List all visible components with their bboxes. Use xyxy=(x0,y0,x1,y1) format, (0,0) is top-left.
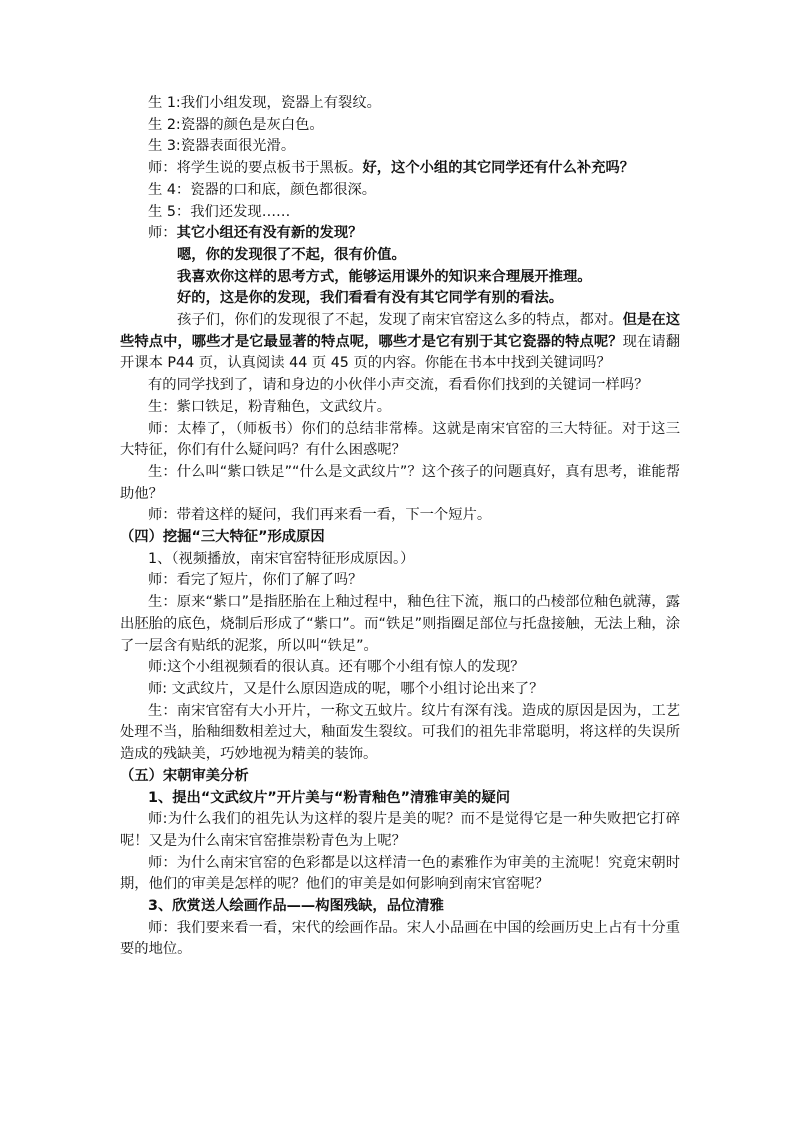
paragraph-text: 师:为什么我们的祖先认为这样的裂片是美的呢？而不是觉得它是一种失败把它打碎呢！又是为什么南宋官窑推崇粉青色为上呢？ xyxy=(120,811,680,849)
paragraph xyxy=(120,462,680,505)
paragraph xyxy=(120,896,680,918)
paragraph-text: 师：我们要来看一看，宋代的绘画作品。宋人小品画在中国的绘画历史上占有十分重要的地位。 xyxy=(120,919,680,958)
paragraph xyxy=(120,397,680,419)
paragraph-bold-text: 好，这个小组的其它同学还有什么补充吗？ xyxy=(362,160,635,177)
paragraph-text: 师： xyxy=(148,225,177,242)
document-page xyxy=(120,93,680,961)
section-heading: （四）挖掘“三大特征”形成原因 xyxy=(120,529,325,546)
paragraph-text: 师：为什么南宋官窑的色彩都是以这样清一色的素雅作为审美的主流呢！究竟宋朝时期，他们的审美是怎样的呢？他们的审美是如何影响到南宋官窑呢？ xyxy=(120,854,680,893)
paragraph-text: 师：带着这样的疑问，我们再来看一看，下一个短片。 xyxy=(148,507,492,524)
paragraph xyxy=(120,180,680,202)
paragraph xyxy=(120,310,680,375)
paragraph xyxy=(120,223,680,245)
paragraph-bold-text: 但是在这些特点中，哪些才是它最显著的特点呢，哪些才是它有别于其它瓷器的特点呢？ xyxy=(120,312,681,350)
paragraph-text: 师:这个小组视频看的很认真。还有哪个小组有惊人的发现？ xyxy=(148,659,525,676)
section-heading: （五）宋朝审美分析 xyxy=(120,767,249,784)
paragraph xyxy=(120,419,680,462)
paragraph xyxy=(120,918,680,961)
paragraph xyxy=(120,788,680,810)
paragraph-bold-text: 1、提出“文武纹片”开片美与“粉青釉色”清雅审美的疑问 xyxy=(148,789,511,806)
paragraph xyxy=(120,202,680,224)
paragraph-bold-text: 我喜欢你这样的思考方式，能够运用课外的知识来合理展开推理。 xyxy=(177,268,592,285)
paragraph xyxy=(120,701,680,766)
paragraph xyxy=(120,570,680,592)
paragraph xyxy=(120,115,680,137)
paragraph-text: 孩子们，你们的发现很了不起，发现了南宋官窑这么多的特点，都对。 xyxy=(177,312,623,329)
paragraph-text: 现在请翻开课本 P44 页，认真阅读 44 页 45 页的内容。你能在书本中找到关键词吗？ xyxy=(120,333,681,372)
paragraph-bold-text: 其它小组还有没有新的发现？ xyxy=(176,225,363,242)
paragraph xyxy=(120,809,680,852)
paragraph xyxy=(120,267,680,289)
paragraph xyxy=(120,853,680,896)
paragraph-text: 生：原来“紫口”是指胚胎在上釉过程中，釉色往下流，瓶口的凸棱部位釉色就薄，露出胚胎的底色，烧制后形成了“紫口”。而“铁足”则指圈足部位与托盘接触，无法上釉，涂了一层含有贴纸的泥浆，所以叫“铁足”。 xyxy=(120,594,680,654)
paragraph-text: 师：太棒了，（师板书）你们的总结非常棒。这就是南宋官窑的三大特征。对于这三大特征，你们有什么疑问吗？有什么困惑呢？ xyxy=(120,420,680,459)
paragraph xyxy=(120,679,680,701)
paragraph-text: 师：看完了短片，你们了解了吗？ xyxy=(148,572,363,589)
paragraph-text: 有的同学找到了，请和身边的小伙伴小声交流，看看你们找到的关键词一样吗？ xyxy=(148,377,649,394)
paragraph-text: 生 5：我们还发现…… xyxy=(148,203,291,220)
paragraph-text: 生 2:瓷器的颜色是灰白色。 xyxy=(148,116,324,133)
paragraph-bold-text: 3、欣赏送人绘画作品——构图残缺，品位清雅 xyxy=(148,898,444,915)
paragraph xyxy=(120,136,680,158)
paragraph xyxy=(120,245,680,267)
paragraph-text: 师: 文武纹片，又是什么原因造成的呢，哪个小组讨论出来了？ xyxy=(148,680,544,697)
paragraph xyxy=(120,505,680,527)
paragraph xyxy=(120,288,680,310)
paragraph-text: 1、（视频播放，南宋官窑特征形成原因。） xyxy=(148,550,415,567)
paragraph-text: 生 3:瓷器表面很光滑。 xyxy=(148,138,296,155)
paragraph xyxy=(120,657,680,679)
paragraph-bold-text: 嗯，你的发现很了不起，很有价值。 xyxy=(177,246,406,263)
paragraph-bold-text: 好的，这是你的发现，我们看看有没有其它同学有别的看法。 xyxy=(177,290,564,307)
paragraph-text: 生 1:我们小组发现，瓷器上有裂纹。 xyxy=(148,95,381,111)
paragraph xyxy=(120,549,680,571)
paragraph xyxy=(120,592,680,657)
paragraph-text: 生：南宋官窑有大小开片，一称文五蚊片。纹片有深有浅。造成的原因是因为，工艺处理不当，胎釉细数相差过大，釉面发生裂纹。可我们的祖先非常聪明，将这样的失误所造成的残缺美，巧妙地视为精美的装饰。 xyxy=(120,702,680,763)
paragraph-text: 师：将学生说的要点板书于黑板。 xyxy=(148,160,363,177)
paragraph-text: 生：紫口铁足，粉青釉色，文武纹片。 xyxy=(148,398,392,415)
paragraph xyxy=(120,375,680,397)
paragraph xyxy=(120,158,680,180)
paragraph-text: 生：什么叫“紫口铁足”“什么是文武纹片”？这个孩子的问题真好，真有思考，谁能帮助他？ xyxy=(120,463,680,502)
paragraph-text: 生 4：瓷器的口和底，颜色都很深。 xyxy=(148,181,377,198)
paragraph xyxy=(120,93,680,115)
